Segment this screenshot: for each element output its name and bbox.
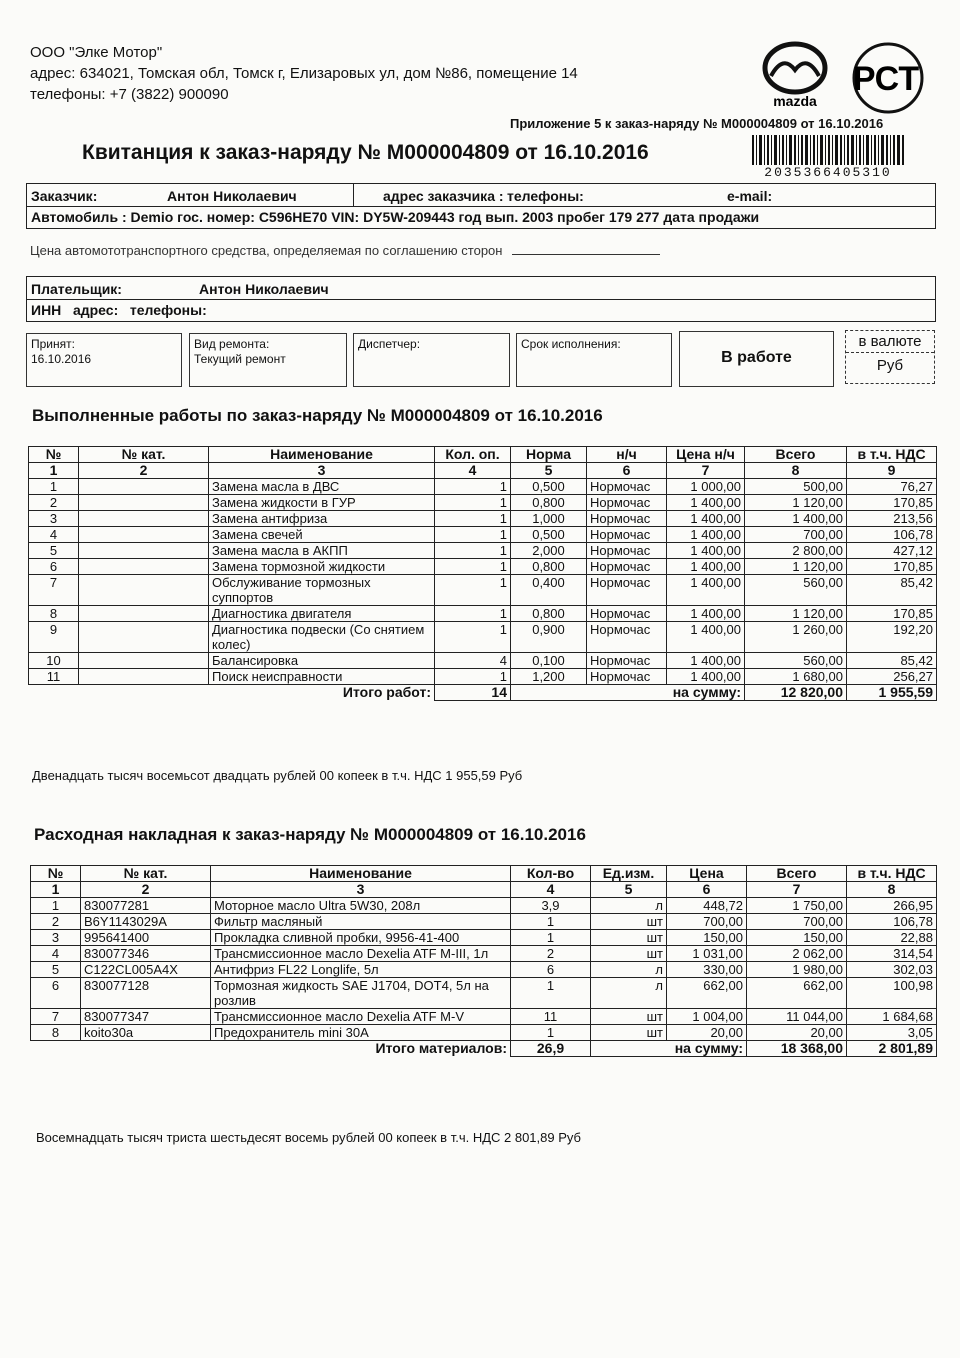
- table-cell: 106,78: [847, 527, 937, 543]
- column-number-row: [29, 463, 937, 479]
- table-cell: 1 000,00: [667, 479, 745, 495]
- table-cell: 85,42: [847, 653, 937, 669]
- table-cell: Диагностика двигателя: [209, 606, 435, 622]
- repair-type-value: Текущий ремонт: [194, 352, 286, 366]
- table-cell: 662,00: [747, 978, 847, 1009]
- total-sum-label: на сумму:: [511, 685, 745, 701]
- payer-box: [26, 276, 936, 322]
- column-number-row: [31, 882, 937, 898]
- total-qty: 26,9: [511, 1041, 591, 1057]
- table-cell: 5: [29, 543, 79, 559]
- deadline-field: Срок исполнения:: [516, 333, 672, 387]
- table-row: [29, 543, 937, 559]
- column-header: №: [29, 447, 79, 463]
- table-cell: 76,27: [847, 479, 937, 495]
- table-cell: 1: [435, 669, 511, 685]
- table-cell: 0,800: [511, 559, 587, 575]
- table-row: [31, 1025, 937, 1041]
- table-cell: 1: [511, 1025, 591, 1041]
- column-number: 7: [747, 882, 847, 898]
- table-cell: 1 004,00: [667, 1009, 747, 1025]
- table-cell: 1,000: [511, 511, 587, 527]
- table-cell: Нормочас: [587, 669, 667, 685]
- table-cell: [79, 527, 209, 543]
- table-row: [29, 575, 937, 606]
- table-cell: [79, 653, 209, 669]
- total-sum: 12 820,00: [745, 685, 847, 701]
- table-cell: Нормочас: [587, 543, 667, 559]
- table-cell: Замена свечей: [209, 527, 435, 543]
- column-header: Наименование: [209, 447, 435, 463]
- table-cell: 662,00: [667, 978, 747, 1009]
- column-header: Наименование: [211, 866, 511, 882]
- currency-value: Руб: [876, 357, 904, 374]
- customer-phones-label: телефоны:: [507, 188, 584, 204]
- column-header: № кат.: [79, 447, 209, 463]
- table-cell: 256,27: [847, 669, 937, 685]
- table-cell: 106,78: [847, 914, 937, 930]
- table-cell: 8: [29, 606, 79, 622]
- table-cell: 7: [31, 1009, 81, 1025]
- materials-sum-in-words: Восемнадцать тысяч триста шестьдесят восемь рублей 00 копеек в т.ч. НДС 2 801,89 Руб: [36, 1130, 581, 1145]
- status-badge: В работе: [679, 331, 834, 387]
- table-cell: 500,00: [745, 479, 847, 495]
- table-cell: 448,72: [667, 898, 747, 914]
- mazda-wordmark: mazda: [773, 93, 817, 109]
- column-number: 1: [29, 463, 79, 479]
- table-cell: 0,800: [511, 495, 587, 511]
- accepted-value: 16.10.2016: [31, 352, 92, 366]
- table-cell: л: [591, 978, 667, 1009]
- table-header-row: [31, 866, 937, 882]
- barcode-icon: [748, 135, 908, 165]
- works-table: [28, 446, 937, 701]
- table-cell: шт: [591, 930, 667, 946]
- table-cell: 1 031,00: [667, 946, 747, 962]
- column-number: 6: [587, 463, 667, 479]
- appendix-note: Приложение 5 к заказ-наряду № М000004809 от 16.10.2016: [510, 116, 884, 131]
- table-cell: л: [591, 962, 667, 978]
- column-number: 4: [435, 463, 511, 479]
- table-cell: 1 400,00: [667, 622, 745, 653]
- table-cell: 11 044,00: [747, 1009, 847, 1025]
- table-cell: 170,85: [847, 559, 937, 575]
- table-cell: 4: [31, 946, 81, 962]
- table-cell: 995641400: [81, 930, 211, 946]
- customer-box: [26, 183, 936, 229]
- table-cell: шт: [591, 946, 667, 962]
- table-cell: Нормочас: [587, 559, 667, 575]
- table-cell: 1 400,00: [667, 653, 745, 669]
- customer-email-label: e-mail:: [727, 188, 773, 204]
- table-cell: 2 800,00: [745, 543, 847, 559]
- table-cell: 4: [435, 653, 511, 669]
- table-cell: Нормочас: [587, 575, 667, 606]
- table-cell: 1: [511, 978, 591, 1009]
- table-cell: 1 400,00: [667, 669, 745, 685]
- table-cell: 560,00: [745, 653, 847, 669]
- table-cell: 1: [511, 914, 591, 930]
- total-label: Итого материалов:: [375, 1040, 507, 1056]
- mazda-logo: [755, 40, 835, 110]
- table-cell: 4: [29, 527, 79, 543]
- materials-body: [31, 866, 937, 1057]
- table-cell: 3: [31, 930, 81, 946]
- company-address: адрес: 634021, Томская обл, Томск г, Елизаровых ул, дом №86, помещение 14: [30, 65, 578, 82]
- table-cell: 1: [435, 479, 511, 495]
- table-cell: [79, 559, 209, 575]
- divider: [27, 299, 935, 300]
- column-header: в т.ч. НДС: [847, 866, 937, 882]
- divider: [353, 184, 354, 206]
- table-cell: koito30a: [81, 1025, 211, 1041]
- table-cell: Прокладка сливной пробки, 9956-41-400: [211, 930, 511, 946]
- table-cell: 20,00: [747, 1025, 847, 1041]
- table-cell: 2: [511, 946, 591, 962]
- column-number: 8: [847, 882, 937, 898]
- column-number: 3: [211, 882, 511, 898]
- table-cell: 5: [31, 962, 81, 978]
- column-number: 2: [81, 882, 211, 898]
- table-cell: 2: [31, 914, 81, 930]
- column-header: н/ч: [587, 447, 667, 463]
- table-cell: 1 120,00: [745, 559, 847, 575]
- table-cell: 1 400,00: [667, 559, 745, 575]
- table-row: [31, 898, 937, 914]
- table-row: [29, 511, 937, 527]
- total-vat: 2 801,89: [847, 1041, 937, 1057]
- table-cell: 170,85: [847, 495, 937, 511]
- table-cell: 830077128: [81, 978, 211, 1009]
- table-cell: Замена жидкости в ГУР: [209, 495, 435, 511]
- table-cell: [79, 575, 209, 606]
- table-cell: 302,03: [847, 962, 937, 978]
- table-cell: 1 750,00: [747, 898, 847, 914]
- table-row: [29, 495, 937, 511]
- table-cell: 427,12: [847, 543, 937, 559]
- table-cell: 1: [31, 898, 81, 914]
- table-cell: C122CL005A4X: [81, 962, 211, 978]
- table-cell: Фильтр масляный: [211, 914, 511, 930]
- table-cell: [79, 669, 209, 685]
- table-cell: [79, 543, 209, 559]
- table-cell: 1 400,00: [745, 511, 847, 527]
- table-row: [31, 1009, 937, 1025]
- table-cell: шт: [591, 914, 667, 930]
- customer-label: Заказчик:: [31, 188, 98, 204]
- table-cell: [79, 511, 209, 527]
- document-title: Квитанция к заказ-наряду № М000004809 от 16.10.2016: [82, 141, 649, 164]
- table-row: [31, 946, 937, 962]
- column-header: Цена н/ч: [667, 447, 745, 463]
- table-cell: л: [591, 898, 667, 914]
- table-row: [31, 914, 937, 930]
- column-number: 7: [667, 463, 745, 479]
- table-cell: 3: [29, 511, 79, 527]
- column-header: № кат.: [81, 866, 211, 882]
- table-row: [29, 527, 937, 543]
- table-row: [31, 978, 937, 1009]
- table-cell: 100,98: [847, 978, 937, 1009]
- rst-cert-icon: [850, 40, 926, 116]
- table-cell: Нормочас: [587, 511, 667, 527]
- table-cell: 2: [29, 495, 79, 511]
- table-cell: 700,00: [745, 527, 847, 543]
- table-cell: шт: [591, 1009, 667, 1025]
- company-name: ООО "Элке Мотор": [30, 44, 163, 61]
- table-cell: 10: [29, 653, 79, 669]
- table-cell: 213,56: [847, 511, 937, 527]
- table-cell: Балансировка: [209, 653, 435, 669]
- table-cell: [79, 495, 209, 511]
- works-sum-in-words: Двенадцать тысяч восемьсот двадцать рублей 00 копеек в т.ч. НДС 1 955,59 Руб: [32, 768, 523, 783]
- table-cell: Предохранитель mini 30A: [211, 1025, 511, 1041]
- table-row: [29, 622, 937, 653]
- customer-name: Антон Николаевич: [167, 188, 297, 204]
- table-cell: [79, 479, 209, 495]
- column-number: 2: [79, 463, 209, 479]
- column-number: 9: [847, 463, 937, 479]
- table-cell: 192,20: [847, 622, 937, 653]
- table-cell: [79, 622, 209, 653]
- table-cell: Трансмиссионное масло Dexelia ATF M-III, 1л: [211, 946, 511, 962]
- table-cell: 7: [29, 575, 79, 606]
- table-cell: 150,00: [667, 930, 747, 946]
- column-header: №: [31, 866, 81, 882]
- materials-title: Расходная накладная к заказ-наряду № М000004809 от 16.10.2016: [34, 825, 586, 844]
- column-header: Всего: [745, 447, 847, 463]
- price-note: Цена автомототранспортного средства, определяемая по соглашению сторон: [30, 243, 660, 258]
- table-cell: 1 400,00: [667, 543, 745, 559]
- table-cell: 330,00: [667, 962, 747, 978]
- column-number: 5: [511, 463, 587, 479]
- table-cell: 11: [29, 669, 79, 685]
- table-cell: 6: [31, 978, 81, 1009]
- table-cell: Замена тормозной жидкости: [209, 559, 435, 575]
- company-phones: телефоны: +7 (3822) 900090: [30, 86, 229, 103]
- company-block: [30, 42, 578, 105]
- column-number: 4: [511, 882, 591, 898]
- total-sum: 18 368,00: [747, 1041, 847, 1057]
- table-cell: 1 400,00: [667, 495, 745, 511]
- table-cell: 9: [29, 622, 79, 653]
- table-cell: 2 062,00: [747, 946, 847, 962]
- payer-inn-line: ИНН адрес: телефоны:: [31, 302, 207, 318]
- table-cell: Нормочас: [587, 479, 667, 495]
- price-blank: [512, 254, 660, 255]
- table-cell: 1 260,00: [745, 622, 847, 653]
- materials-table: [30, 865, 937, 1057]
- table-row: [29, 653, 937, 669]
- works-title: Выполненные работы по заказ-наряду № М000004809 от 16.10.2016: [32, 406, 603, 425]
- dispatcher-field: Диспетчер:: [353, 333, 510, 387]
- table-cell: 700,00: [667, 914, 747, 930]
- payer-name: Антон Николаевич: [199, 281, 329, 297]
- table-cell: 20,00: [667, 1025, 747, 1041]
- table-cell: 0,500: [511, 479, 587, 495]
- table-cell: 1: [511, 930, 591, 946]
- column-header: Цена: [667, 866, 747, 882]
- table-cell: 1,200: [511, 669, 587, 685]
- table-cell: 1: [435, 622, 511, 653]
- table-cell: 1 400,00: [667, 527, 745, 543]
- table-cell: 314,54: [847, 946, 937, 962]
- total-vat: 1 955,59: [847, 685, 937, 701]
- svg-text:РСТ: РСТ: [852, 60, 920, 98]
- table-row: [29, 559, 937, 575]
- column-number: 1: [31, 882, 81, 898]
- table-cell: Тормозная жидкость SAE J1704, DOT4, 5л на розлив: [211, 978, 511, 1009]
- table-row: [31, 930, 937, 946]
- table-cell: шт: [591, 1025, 667, 1041]
- table-cell: 830077346: [81, 946, 211, 962]
- table-cell: 0,500: [511, 527, 587, 543]
- table-cell: 1 400,00: [667, 511, 745, 527]
- table-cell: [79, 606, 209, 622]
- column-number: 8: [745, 463, 847, 479]
- table-cell: 1: [435, 527, 511, 543]
- total-row: [31, 1041, 937, 1057]
- total-label: Итого работ:: [342, 684, 431, 700]
- table-cell: 170,85: [847, 606, 937, 622]
- column-header: в т.ч. НДС: [847, 447, 937, 463]
- table-cell: 150,00: [747, 930, 847, 946]
- table-row: [31, 962, 937, 978]
- table-header-row: [29, 447, 937, 463]
- total-row: [29, 685, 937, 701]
- table-cell: Замена масла в АКПП: [209, 543, 435, 559]
- barcode-number: 2035366405310: [764, 165, 892, 180]
- table-cell: 11: [511, 1009, 591, 1025]
- works-body: [29, 447, 937, 701]
- customer-address-label: адрес заказчика :: [383, 188, 504, 204]
- table-row: [29, 606, 937, 622]
- table-cell: 560,00: [745, 575, 847, 606]
- column-number: 3: [209, 463, 435, 479]
- table-cell: 85,42: [847, 575, 937, 606]
- table-cell: 0,100: [511, 653, 587, 669]
- table-cell: 1 120,00: [745, 606, 847, 622]
- table-cell: Обслуживание тормозных суппортов: [209, 575, 435, 606]
- car-line: Автомобиль : Demio гос. номер: С596НЕ70 VIN: DY5W-209443 год вып. 2003 пробег 179 277 дата продажи: [31, 209, 760, 225]
- column-number: 6: [667, 882, 747, 898]
- table-cell: 1: [435, 606, 511, 622]
- column-header: Норма: [511, 447, 587, 463]
- table-row: [29, 479, 937, 495]
- table-cell: 1: [435, 559, 511, 575]
- table-cell: 1 680,00: [745, 669, 847, 685]
- divider: [27, 206, 935, 207]
- column-number: 5: [591, 882, 667, 898]
- table-cell: 1: [435, 575, 511, 606]
- table-cell: 0,900: [511, 622, 587, 653]
- table-cell: Антифриз FL22 Longlife, 5л: [211, 962, 511, 978]
- table-cell: Замена масла в ДВС: [209, 479, 435, 495]
- column-header: Всего: [747, 866, 847, 882]
- payer-label: Плательщик:: [31, 281, 122, 297]
- table-cell: Моторное масло Ultra 5W30, 208л: [211, 898, 511, 914]
- table-cell: 1: [435, 543, 511, 559]
- table-cell: Диагностика подвески (Со снятием колес): [209, 622, 435, 653]
- table-cell: Нормочас: [587, 622, 667, 653]
- table-cell: 22,88: [847, 930, 937, 946]
- table-cell: 6: [511, 962, 591, 978]
- table-cell: 266,95: [847, 898, 937, 914]
- table-cell: 1 980,00: [747, 962, 847, 978]
- table-cell: Нормочас: [587, 495, 667, 511]
- table-cell: Поиск неисправности: [209, 669, 435, 685]
- table-cell: 1: [435, 495, 511, 511]
- table-cell: 830077347: [81, 1009, 211, 1025]
- table-cell: 8: [31, 1025, 81, 1041]
- table-cell: 1: [435, 511, 511, 527]
- table-cell: 2,000: [511, 543, 587, 559]
- column-header: Кол. оп.: [435, 447, 511, 463]
- table-cell: Нормочас: [587, 606, 667, 622]
- column-header: Ед.изм.: [591, 866, 667, 882]
- table-cell: 1 400,00: [667, 606, 745, 622]
- table-row: [29, 669, 937, 685]
- accepted-field: Принят: 16.10.2016: [26, 333, 182, 387]
- table-cell: B6Y1143029A: [81, 914, 211, 930]
- table-cell: Замена антифриза: [209, 511, 435, 527]
- table-cell: Трансмиссионное масло Dexelia ATF M-V: [211, 1009, 511, 1025]
- table-cell: 6: [29, 559, 79, 575]
- table-cell: Нормочас: [587, 653, 667, 669]
- table-cell: 1 400,00: [667, 575, 745, 606]
- table-cell: 0,800: [511, 606, 587, 622]
- column-header: Кол-во: [511, 866, 591, 882]
- table-cell: 3,9: [511, 898, 591, 914]
- table-cell: 1 684,68: [847, 1009, 937, 1025]
- total-sum-label: на сумму:: [591, 1041, 747, 1057]
- table-cell: 0,400: [511, 575, 587, 606]
- table-cell: 700,00: [747, 914, 847, 930]
- repair-type-field: Вид ремонта: Текущий ремонт: [189, 333, 347, 387]
- currency-box: в валюте Руб: [845, 330, 935, 384]
- table-cell: 1 120,00: [745, 495, 847, 511]
- total-qty: 14: [435, 685, 511, 701]
- table-cell: Нормочас: [587, 527, 667, 543]
- table-cell: 830077281: [81, 898, 211, 914]
- table-cell: 1: [29, 479, 79, 495]
- table-cell: 3,05: [847, 1025, 937, 1041]
